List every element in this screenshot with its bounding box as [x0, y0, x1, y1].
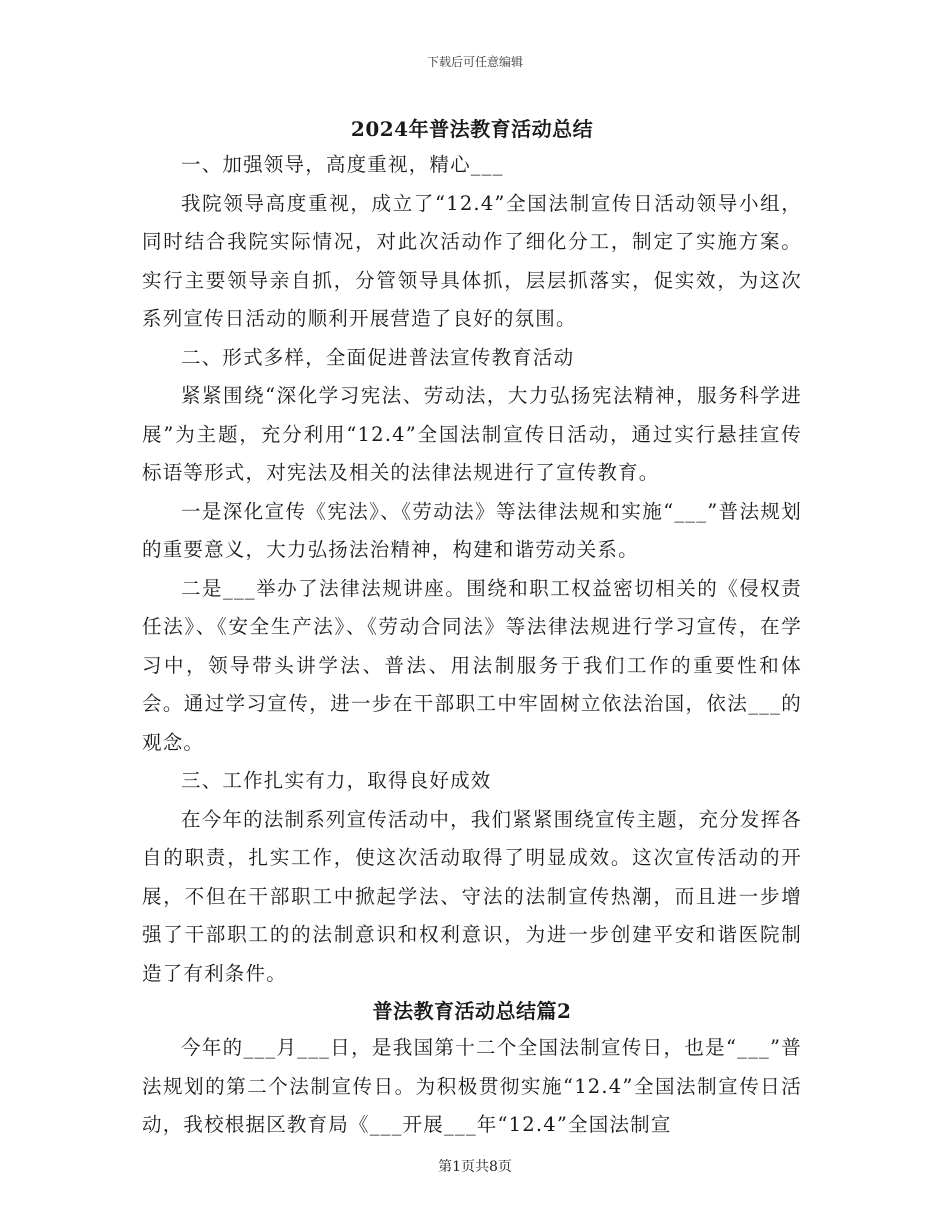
- section2-paragraph-1: 今年的___月___日，是我国第十二个全国法制宣传日，也是“___”普法规划的第二个法制宣传日。为积极贯彻实施“12.4”全国法制宣传日活动，我校根据区教育局《___开展___年“12.4”全国法制宣: [142, 1036, 802, 1136]
- section-heading-1: 一、加强领导，高度重视，精心___: [181, 153, 504, 176]
- paragraph-1: 我院领导高度重视，成立了“12.4”全国法制宣传日活动领导小组，同时结合我院实际情况，对此次活动作了细化分工，制定了实施方案。实行主要领导亲自抓，分管领导具体抓，层层抓落实，促实效，为这次系列宣传日活动的顺利开展营造了良好的氛围。: [142, 191, 802, 330]
- paragraph-2: 紧紧围绕“深化学习宪法、劳动法，大力弘扬宪法精神，服务科学进展”为主题，充分利用“12.4”全国法制宣传日活动，通过实行悬挂宣传标语等形式，对宪法及相关的法律法规进行了宣传教育。: [142, 384, 802, 484]
- paragraph-3: 一是深化宣传《宪法》、《劳动法》等法律法规和实施“___”普法规划的重要意义，大力弘扬法治精神，构建和谐劳动关系。: [142, 499, 802, 561]
- section2-title: 普法教育活动总结篇2: [372, 999, 572, 1023]
- section-heading-2: 二、形式多样，全面促进普法宣传教育活动: [181, 345, 575, 369]
- page-header: 下载后可任意编辑: [426, 55, 523, 69]
- section-heading-3: 三、工作扎实有力，取得良好成效: [181, 769, 492, 792]
- document-title: 2024年普法教育活动总结: [350, 117, 594, 141]
- paragraph-5: 在今年的法制系列宣传活动中，我们紧紧围绕宣传主题，充分发挥各自的职责，扎实工作，使这次活动取得了明显成效。这次宣传活动的开展，不但在干部职工中掀起学法、守法的法制宣传热潮，而且进一步增强了干部职工的的法制意识和权利意识，为进一步创建平安和谐医院制造了有利条件。: [142, 807, 803, 985]
- paragraph-4: 二是___举办了法律法规讲座。围绕和职工权益密切相关的《侵权责任法》、《安全生产法》、《劳动合同法》等法律法规进行学习宣传，在学习中，领导带头讲学法、普法、用法制服务于我们工作的重要性和体会。通过学习宣传，进一步在干部职工中牢固树立依法治国，依法___的观念。: [142, 576, 802, 754]
- document-body: [142, 112, 802, 1145]
- page-footer: 第1页共8页: [438, 1159, 512, 1175]
